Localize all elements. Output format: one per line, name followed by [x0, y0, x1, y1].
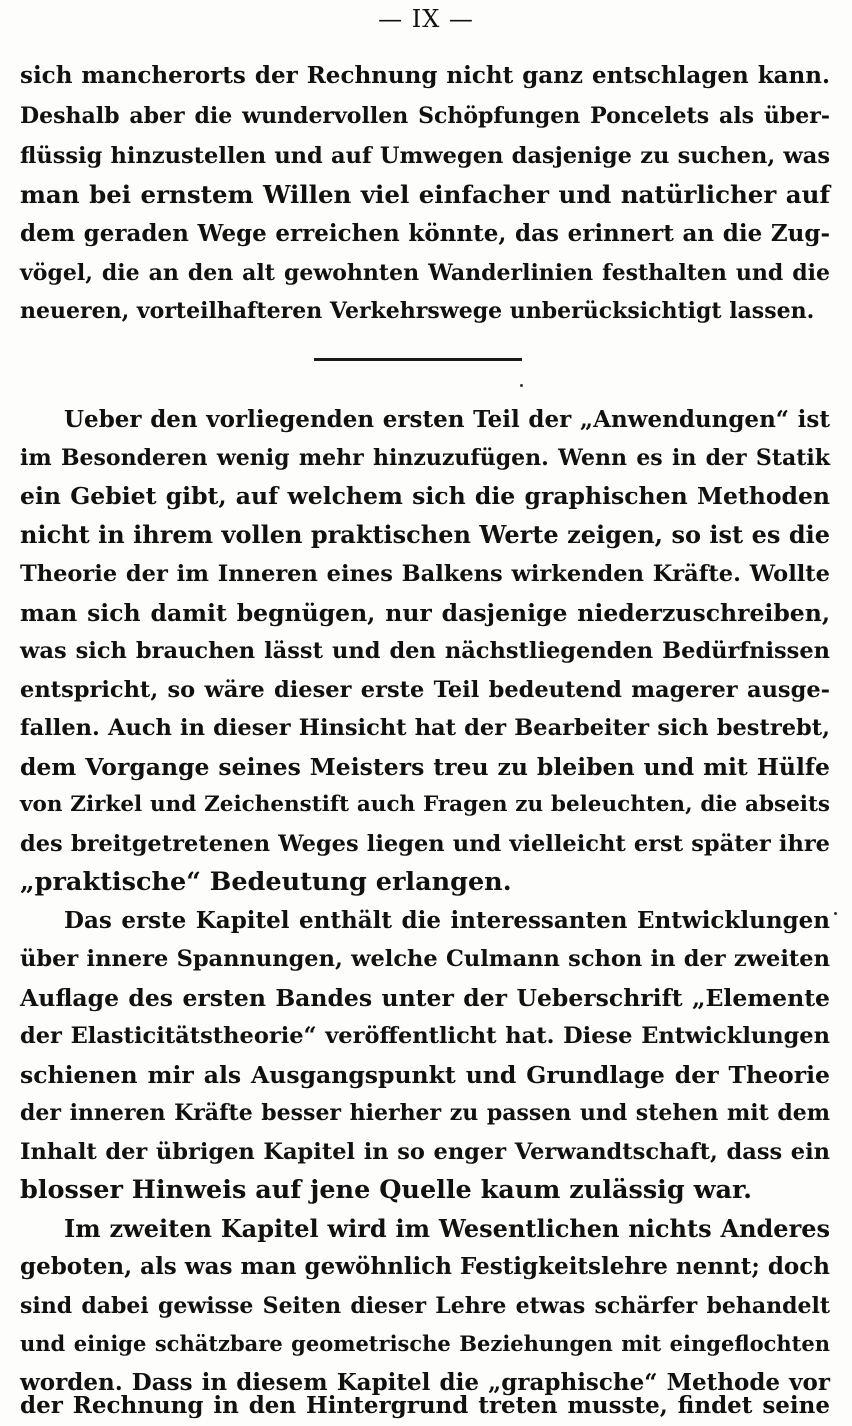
text-line: neueren, vorteilhafteren Verkehrswege unberücksichtigt lassen. — [20, 298, 815, 324]
text-line: Deshalb aber die wundervollen Schöpfungen Poncelets als über- — [20, 103, 830, 129]
text-line: der Rechnung in den Hintergrund treten musste, findet seine — [20, 1392, 830, 1419]
text-line: man sich damit begnügen, nur dasjenige niederzuschreiben, — [20, 599, 830, 627]
text-line: was sich brauchen lässt und den nächstliegenden Bedürfnissen — [20, 638, 830, 664]
text-line: schienen mir als Ausgangspunkt und Grundlage der Theorie — [20, 1061, 830, 1089]
text-line: der Elasticitätstheorie“ veröffentlicht hat. Diese Entwicklungen — [20, 1023, 830, 1049]
text-line: im Besonderen wenig mehr hinzuzufügen. Wenn es in der Statik — [20, 445, 830, 471]
text-line: sind dabei gewisse Seiten dieser Lehre etwas schärfer behandelt — [20, 1293, 830, 1319]
text-line: sich mancherorts der Rechnung nicht ganz entschlagen kann. — [20, 62, 830, 89]
text-line: Auflage des ersten Bandes unter der Ueberschrift „Elemente — [20, 984, 830, 1012]
text-line: dem Vorgange seines Meisters treu zu bleiben und mit Hülfe — [20, 753, 830, 781]
text-line: fallen. Auch in dieser Hinsicht hat der Bearbeiter sich bestrebt, — [20, 715, 830, 741]
text-line: der inneren Kräfte besser hierher zu passen und stehen mit dem — [20, 1100, 830, 1126]
text-line: von Zirkel und Zeichenstift auch Fragen zu beleuchten, die abseits — [20, 792, 830, 817]
text-line: vögel, die an den alt gewohnten Wanderlinien festhalten und die — [20, 260, 830, 286]
text-line: Im zweiten Kapitel wird im Wesentlichen nichts Anderes — [64, 1214, 830, 1243]
text-line: Das erste Kapitel enthält die interessanten Entwicklungen — [64, 907, 830, 934]
text-line: über innere Spannungen, welche Culmann schon in der zweiten — [20, 946, 830, 972]
text-line: man bei ernstem Willen viel einfacher und natürlicher auf — [20, 180, 830, 209]
text-line: Inhalt der übrigen Kapitel in so enger Verwandtschaft, dass ein — [20, 1139, 830, 1165]
print-speck — [520, 384, 523, 387]
text-line: geboten, als was man gewöhnlich Festigkeitslehre nennt; doch — [20, 1253, 830, 1280]
text-line: Ueber den vorliegenden ersten Teil der „Anwendungen“ ist — [64, 406, 830, 433]
text-line: „praktische“ Bedeutung erlangen. — [20, 867, 512, 897]
text-line: blosser Hinweis auf jene Quelle kaum zulässig war. — [20, 1175, 753, 1205]
text-line: flüssig hinzustellen und auf Umwegen dasjenige zu suchen, was — [20, 143, 830, 169]
section-divider — [314, 358, 522, 361]
print-speck — [834, 912, 837, 915]
text-line: dem geraden Wege erreichen könnte, das erinnert an die Zug- — [20, 220, 830, 247]
text-line: Theorie der im Inneren eines Balkens wirkenden Kräfte. Wollte — [20, 561, 830, 587]
text-line: ein Gebiet gibt, auf welchem sich die graphischen Methoden — [20, 482, 830, 510]
text-line: und einige schätzbare geometrische Beziehungen mit eingeflochten — [20, 1331, 830, 1356]
text-line: entspricht, so wäre dieser erste Teil bedeutend magerer ausge- — [20, 677, 830, 703]
page-number: — IX — — [378, 5, 474, 33]
text-line: des breitgetretenen Weges liegen und vielleicht erst später ihre — [20, 831, 830, 857]
text-line: nicht in ihrem vollen praktischen Werte zeigen, so ist es die — [20, 520, 830, 549]
text-line: worden. Dass in diesem Kapitel die „graphische“ Methode vor — [20, 1369, 830, 1396]
